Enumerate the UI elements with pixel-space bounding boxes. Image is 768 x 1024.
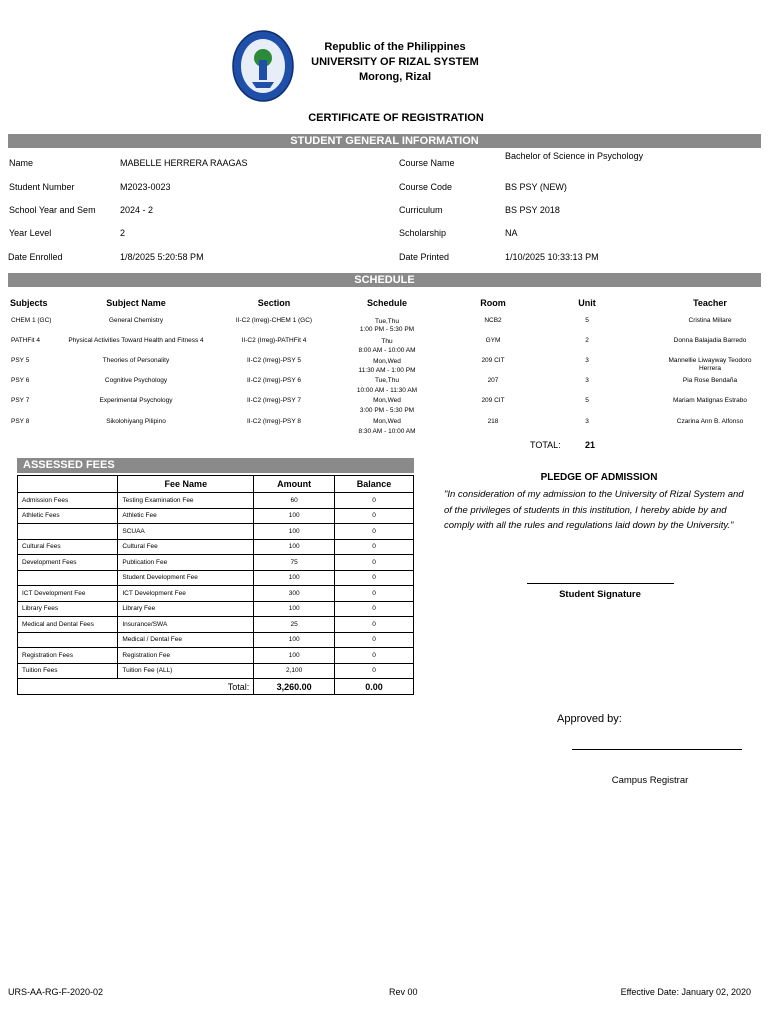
fees-header-row [18, 476, 414, 493]
schedule-section: II-C2 (Irreg)-PSY 7 [246, 397, 302, 404]
schedule-unit: 3 [585, 377, 589, 384]
schedule-subject-code: PSY 5 [11, 357, 30, 364]
fee-name: Publication Fee [118, 555, 254, 571]
schedule-teacher: Cristina Millare [688, 317, 732, 324]
schedule-unit: 5 [585, 397, 589, 404]
course-name-value: Bachelor of Science in Psychology [505, 151, 644, 161]
table-row [18, 632, 414, 648]
date-enrolled-label: Date Enrolled [8, 252, 63, 262]
fee-amount: 2,100 [254, 663, 335, 679]
schedule-total-label: TOTAL: [530, 440, 561, 450]
schedule-section: II-C2 (Irreg)-PSY 5 [246, 357, 302, 364]
fee-name: Athletic Fee [118, 508, 254, 524]
fee-category [18, 632, 118, 648]
student-signature-label: Student Signature [559, 589, 641, 600]
schedule-header-unit: Unit [578, 298, 596, 308]
schedule-subject-name: Experimental Psychology [99, 397, 173, 404]
schedule-room: 209 CIT [481, 397, 505, 404]
schedule-time: 8:00 AM - 10:00 AM [358, 347, 416, 354]
name-value: MABELLE HERRERA RAAGAS [120, 158, 248, 168]
fee-name: Tuition Fee (ALL) [118, 663, 254, 679]
fee-category: Athletic Fees [18, 508, 118, 524]
pledge-text: "In consideration of my admission to the University of Rizal System and of the privileges of students in this institution, I hereby abide by and comply with all the rules and regulations laid down by the University." [444, 489, 744, 531]
schedule-section: II-C2 (Irreg)-PSY 8 [246, 418, 302, 425]
schedule-subject-code: PATHFit 4 [11, 337, 41, 344]
form-code: URS-AA-RG-F-2020-02 [8, 987, 104, 997]
schedule-subject-code: PSY 6 [11, 377, 30, 384]
school-year-value: 2024 - 2 [120, 205, 154, 215]
schedule-time: 10:00 AM - 11:30 AM [356, 387, 418, 394]
table-row [18, 648, 414, 664]
fees-total-amount: 3,260.00 [254, 679, 335, 695]
section-bar-general: STUDENT GENERAL INFORMATION [8, 134, 761, 148]
curriculum-label: Curriculum [399, 205, 443, 215]
schedule-room: 207 [487, 377, 499, 384]
university-seal-icon [232, 30, 294, 102]
schedule-room: 218 [487, 418, 499, 425]
schedule-subject-name: Physical Activities Toward Health and Fitness 4 [68, 337, 204, 344]
schedule-subject-code: PSY 7 [11, 397, 30, 404]
table-row [18, 586, 414, 602]
table-row [18, 555, 414, 571]
schedule-total-units: 21 [585, 440, 596, 450]
schedule-section: II-C2 (Irreg)-PATHFit 4 [241, 337, 307, 344]
fee-balance: 0 [335, 493, 414, 509]
fee-amount: 100 [254, 601, 335, 617]
fee-balance: 0 [335, 555, 414, 571]
fees-total-label: Total: [18, 679, 254, 695]
fee-name: Registration Fee [118, 648, 254, 664]
schedule-section: II-C2 (Irreg)-CHEM 1 (GC) [235, 317, 313, 324]
date-printed-label: Date Printed [399, 252, 450, 262]
fee-category: Library Fees [18, 601, 118, 617]
schedule-header-schedule: Schedule [366, 298, 407, 308]
table-row [18, 601, 414, 617]
fee-amount: 100 [254, 648, 335, 664]
fee-name: Testing Examination Fee [118, 493, 254, 509]
schedule-time: 8:30 AM - 10:00 AM [358, 428, 416, 435]
date-enrolled-value: 1/8/2025 5:20:58 PM [120, 252, 204, 262]
schedule-room: GYM [485, 337, 501, 344]
schedule-room: NCB2 [484, 317, 502, 324]
table-row [18, 524, 414, 540]
curriculum-value: BS PSY 2018 [505, 205, 560, 215]
fee-amount: 100 [254, 570, 335, 586]
fees-header-fee-name: Fee Name [118, 476, 254, 493]
course-code-value: BS PSY (NEW) [505, 182, 567, 192]
fee-balance: 0 [335, 570, 414, 586]
schedule-header-room: Room [480, 298, 506, 308]
schedule-subject-code: CHEM 1 (GC) [11, 317, 52, 324]
fee-balance: 0 [335, 632, 414, 648]
student-number-label: Student Number [9, 182, 75, 192]
schedule-subject-name: Cognitive Psychology [104, 377, 168, 384]
fee-name: ICT Development Fee [118, 586, 254, 602]
pledge-title: PLEDGE OF ADMISSION [540, 472, 658, 483]
document-title: CERTIFICATE OF REGISTRATION [308, 112, 484, 124]
year-level-value: 2 [120, 228, 126, 238]
fees-header-amount: Amount [254, 476, 335, 493]
schedule-subject-name: Sikolohiyang Pilipino [106, 418, 166, 425]
schedule-unit: 5 [585, 317, 589, 324]
schedule-days: Mon,Wed [373, 358, 401, 365]
table-row [18, 570, 414, 586]
schedule-header-subject-name: Subject Name [106, 298, 166, 308]
fee-name: Cultural Fee [118, 539, 254, 555]
fee-balance: 0 [335, 648, 414, 664]
schedule-time: 3:00 PM - 5:30 PM [359, 407, 415, 414]
schedule-days: Tue,Thu [375, 318, 399, 325]
student-number-value: M2023-0023 [120, 182, 171, 192]
fee-category: Development Fees [18, 555, 118, 571]
fee-amount: 100 [254, 508, 335, 524]
schedule-time: 11:30 AM - 1:00 PM [358, 367, 416, 374]
fee-category [18, 570, 118, 586]
school-year-label: School Year and Sem [9, 205, 96, 215]
fee-category: Medical and Dental Fees [18, 617, 118, 633]
schedule-days: Thu [381, 338, 393, 345]
schedule-unit: 2 [585, 337, 589, 344]
schedule-header-subjects: Subjects [10, 298, 48, 308]
fee-name: Library Fee [118, 601, 254, 617]
fee-balance: 0 [335, 617, 414, 633]
fees-header-category [18, 476, 118, 493]
schedule-subject-code: PSY 8 [11, 418, 30, 425]
schedule-subject-name: Theories of Personality [102, 357, 170, 364]
effective-date: Effective Date: January 02, 2020 [620, 987, 751, 997]
fee-balance: 0 [335, 601, 414, 617]
schedule-days: Tue,Thu [375, 377, 399, 384]
fee-category: Cultural Fees [18, 539, 118, 555]
name-label: Name [9, 158, 34, 168]
fees-total-balance: 0.00 [335, 679, 414, 695]
fee-category: Registration Fees [18, 648, 118, 664]
fee-balance: 0 [335, 586, 414, 602]
fee-name: SCUAA [118, 524, 254, 540]
schedule-teacher: Pia Rose Bendaña [682, 377, 738, 384]
revision: Rev 00 [389, 987, 418, 997]
fee-amount: 300 [254, 586, 335, 602]
fee-amount: 100 [254, 524, 335, 540]
year-level-label: Year Level [9, 228, 52, 238]
fee-amount: 100 [254, 539, 335, 555]
schedule-unit: 3 [585, 357, 589, 364]
course-code-label: Course Code [399, 182, 453, 192]
scholarship-value: NA [505, 228, 518, 238]
approved-by-label: Approved by: [557, 713, 622, 725]
fee-category: Admission Fees [18, 493, 118, 509]
fee-balance: 0 [335, 524, 414, 540]
schedule-header-section: Section [257, 298, 291, 308]
schedule-room: 209 CIT [481, 357, 505, 364]
fee-category [18, 524, 118, 540]
fee-amount: 60 [254, 493, 335, 509]
schedule-time: 1:00 PM - 5:30 PM [359, 326, 415, 333]
schedule-teacher: Donna Balajadia Barredo [673, 337, 747, 344]
schedule-teacher: Mannellie Liwayway Teodoro Herrera [668, 357, 752, 372]
fee-category: ICT Development Fee [18, 586, 118, 602]
fee-balance: 0 [335, 508, 414, 524]
fee-amount: 75 [254, 555, 335, 571]
fee-balance: 0 [335, 539, 414, 555]
schedule-subject-name: General Chemistry [108, 317, 164, 324]
fee-amount: 100 [254, 632, 335, 648]
schedule-days: Mon,Wed [373, 397, 401, 404]
campus-registrar-label: Campus Registrar [611, 775, 689, 786]
fees-total-row [18, 679, 414, 695]
schedule-teacher: Mariam Matignas Estrabo [672, 397, 748, 404]
fee-name: Insurance/SWA [118, 617, 254, 633]
campus-location: Morong, Rizal [358, 71, 432, 83]
fees-table [17, 475, 414, 695]
table-row [18, 539, 414, 555]
republic-line: Republic of the Philippines [324, 41, 466, 53]
table-row [18, 493, 414, 509]
section-bar-fees: ASSESSED FEES [17, 458, 414, 473]
schedule-header-teacher: Teacher [693, 298, 727, 308]
student-signature-line [527, 583, 674, 584]
fee-name: Student Development Fee [118, 570, 254, 586]
fee-amount: 25 [254, 617, 335, 633]
schedule-teacher: Czarina Ann B. Alfonso [676, 418, 744, 425]
course-name-label: Course Name [399, 158, 455, 168]
schedule-unit: 3 [585, 418, 589, 425]
table-row [18, 508, 414, 524]
scholarship-label: Scholarship [399, 228, 447, 238]
fee-category: Tuition Fees [18, 663, 118, 679]
fees-header-balance: Balance [335, 476, 414, 493]
section-bar-schedule: SCHEDULE [8, 273, 761, 287]
table-row [18, 663, 414, 679]
fee-balance: 0 [335, 663, 414, 679]
registrar-signature-line [572, 749, 742, 750]
date-printed-value: 1/10/2025 10:33:13 PM [505, 252, 599, 262]
university-name: UNIVERSITY OF RIZAL SYSTEM [311, 56, 479, 68]
table-row [18, 617, 414, 633]
schedule-section: II-C2 (Irreg)-PSY 6 [246, 377, 302, 384]
fee-name: Medical / Dental Fee [118, 632, 254, 648]
schedule-days: Mon,Wed [373, 418, 401, 425]
